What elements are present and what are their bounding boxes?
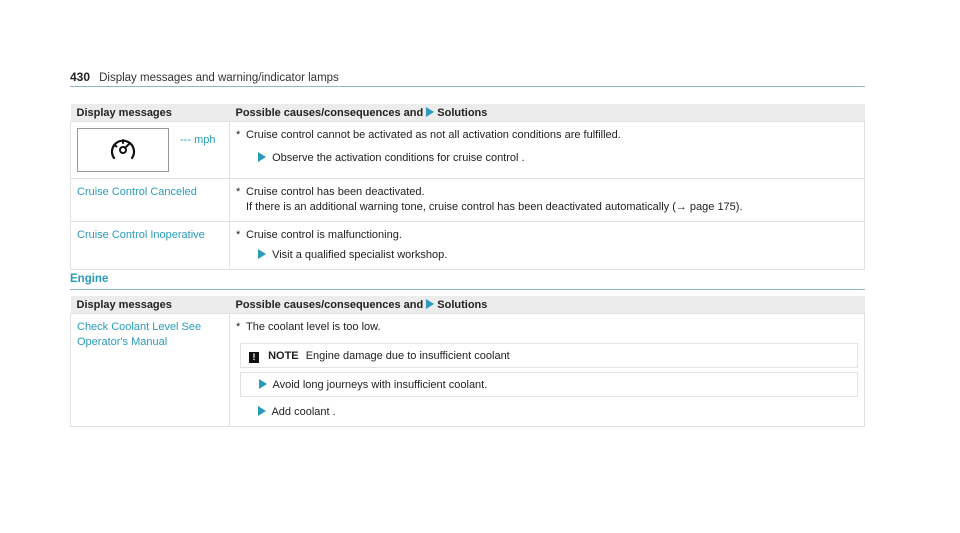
triangle-right-icon: [258, 406, 266, 416]
table-row: [71, 122, 865, 179]
col-header-causes: Possible causes/consequences and Solutions: [230, 104, 865, 122]
speedometer-icon: [77, 128, 169, 172]
display-message: Cruise Control Inoperative: [77, 229, 205, 241]
speed-readout: --- mph: [180, 133, 216, 146]
page-header: [70, 70, 865, 87]
table-header-row: [71, 104, 865, 122]
note-solution: Avoid long journeys with insufficient coolant.: [240, 372, 858, 397]
triangle-right-icon: [426, 299, 434, 309]
engine-table: [70, 296, 865, 427]
cause-cell: [230, 222, 865, 270]
display-message: Cruise Control Canceled: [77, 186, 197, 198]
section-title-engine: Engine: [70, 273, 865, 290]
display-cell: [71, 179, 230, 222]
note-label: NOTE: [268, 350, 299, 362]
cause-cell: [230, 179, 865, 222]
solution-step: Observe the activation conditions for cruise control .: [236, 151, 858, 166]
cause-continuation: If there is an additional warning tone, cruise control has been deactivated automatically (→ page 175).: [246, 201, 743, 213]
solution-step: Visit a qualified specialist workshop.: [236, 248, 858, 263]
cause-item: * Cruise control has been deactivated.: [236, 186, 425, 198]
cause-cell: [230, 314, 865, 427]
note-box: [240, 343, 858, 368]
table-row: [71, 179, 865, 222]
note-text: Engine damage due to insufficient coolant: [305, 350, 510, 362]
table-header-row: [71, 296, 865, 314]
exclamation-icon: !: [249, 352, 259, 363]
page-number: 430: [70, 70, 91, 84]
display-cell: [71, 314, 230, 427]
col-header-display: Display messages: [71, 104, 230, 122]
triangle-right-icon: [426, 107, 434, 117]
table-row: [71, 222, 865, 270]
display-message-line2: Operator's Manual: [77, 336, 168, 348]
cause-cell: [230, 122, 865, 179]
col-header-display: Display messages: [71, 296, 230, 314]
triangle-right-icon: [258, 152, 266, 162]
display-message-line1: Check Coolant Level See: [77, 321, 202, 333]
cause-item: * Cruise control is malfunctioning.: [236, 229, 402, 241]
col-header-causes: Possible causes/consequences and Solutions: [230, 296, 865, 314]
triangle-right-icon: [258, 249, 266, 259]
cruise-control-table: [70, 104, 865, 270]
solution-step: Add coolant .: [236, 405, 858, 420]
cause-item: * Cruise control cannot be activated as not all activation conditions are fulfilled.: [236, 129, 621, 141]
cause-item: * The coolant level is too low.: [236, 321, 381, 333]
table-row: [71, 314, 865, 427]
display-cell: [71, 122, 230, 179]
display-cell: [71, 222, 230, 270]
triangle-right-icon: [259, 379, 267, 389]
page-title: Display messages and warning/indicator lamps: [99, 72, 339, 84]
